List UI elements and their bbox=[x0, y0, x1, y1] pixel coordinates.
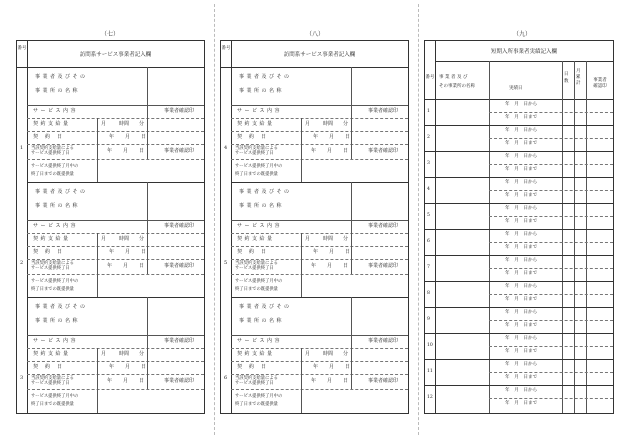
section-8-heading: （八） bbox=[305, 31, 324, 38]
end-date-label: 当該契約支給量による サービス提供終了日 bbox=[31, 261, 74, 271]
service-label: サービス内容 bbox=[33, 338, 79, 344]
stamp-label: 事業者確認印 bbox=[368, 223, 399, 229]
unit-hours: 時間 bbox=[119, 236, 130, 242]
row-number: 3 bbox=[427, 161, 430, 166]
unit-month: 月 bbox=[125, 134, 131, 140]
provider-name-label: 事業者及びその bbox=[239, 304, 292, 310]
provider-name-label: 事業所の名称 bbox=[35, 318, 81, 324]
unit-year: 年 bbox=[313, 364, 319, 370]
section-7-heading: （七） bbox=[100, 31, 119, 38]
section-9-actual-days-header: 実績日 bbox=[509, 86, 523, 91]
section-9-stamp-header: 事業者 確認印 bbox=[593, 78, 607, 89]
service-label: サービス内容 bbox=[237, 338, 283, 344]
section-9-row bbox=[425, 99, 613, 126]
row-number: 12 bbox=[427, 395, 433, 400]
stamp-label: 事業者確認印 bbox=[164, 263, 195, 269]
date-to: 年 月 日まで bbox=[505, 297, 538, 302]
date-from: 年 月 日から bbox=[505, 310, 538, 315]
section-9-row bbox=[425, 151, 613, 178]
entry-block bbox=[27, 297, 204, 413]
section-9-row bbox=[425, 307, 613, 334]
date-from: 年 月 日から bbox=[505, 362, 538, 367]
end-date-label: 当該契約支給量による サービス提供終了日 bbox=[235, 376, 278, 386]
unit-month: 月 bbox=[123, 378, 129, 384]
unit-month: 月 bbox=[101, 236, 107, 242]
section-9-title: 短期入所事業者実績記入欄 bbox=[435, 41, 613, 62]
date-from: 年 月 日から bbox=[505, 180, 538, 185]
provider-name-label: 事業所の名称 bbox=[35, 88, 81, 94]
number-header: 番号 bbox=[17, 41, 28, 67]
date-from: 年 月 日から bbox=[505, 388, 538, 393]
row-number: 2 bbox=[427, 135, 430, 140]
provider-name-label: 事業所の名称 bbox=[239, 318, 285, 324]
service-label: サービス内容 bbox=[33, 223, 79, 229]
block-number: 1 bbox=[20, 145, 24, 151]
unit-year: 年 bbox=[109, 134, 115, 140]
contract-date-label: 契約日 bbox=[33, 364, 70, 370]
unit-year: 年 bbox=[109, 364, 115, 370]
unit-hours: 時間 bbox=[323, 236, 334, 242]
date-to: 年 月 日まで bbox=[505, 401, 538, 406]
unit-day: 日 bbox=[343, 378, 349, 384]
row-number: 1 bbox=[427, 109, 430, 114]
date-to: 年 月 日まで bbox=[505, 349, 538, 354]
unit-month: 月 bbox=[305, 236, 311, 242]
contract-date-label: 契約日 bbox=[33, 134, 70, 140]
service-label: サービス内容 bbox=[33, 108, 79, 114]
unit-day: 日 bbox=[141, 249, 147, 255]
section-9-row bbox=[425, 333, 613, 360]
section-9-monthly-total-header: 月累 計 bbox=[576, 69, 581, 86]
contract-date-label: 契約日 bbox=[33, 249, 70, 255]
date-to: 年 月 日まで bbox=[505, 167, 538, 172]
provider-name-label: 事業所の名称 bbox=[239, 88, 285, 94]
provider-name-label: 事業者及びその bbox=[35, 304, 88, 310]
date-from: 年 月 日から bbox=[505, 128, 538, 133]
section-9-row bbox=[425, 203, 613, 230]
section-separator bbox=[214, 4, 215, 435]
unit-day: 日 bbox=[139, 263, 145, 269]
unit-year: 年 bbox=[311, 148, 317, 154]
entry-block bbox=[27, 182, 204, 298]
number-header: 番号 bbox=[221, 41, 232, 67]
stamp-label: 事業者確認印 bbox=[368, 108, 399, 114]
section-9-provider-header: 事業者及び その事業所の名称 bbox=[439, 75, 475, 89]
contract-date-label: 契約日 bbox=[237, 134, 274, 140]
end-date-label: 当該契約支給量による サービス提供終了日 bbox=[235, 261, 278, 271]
unit-minutes: 分 bbox=[139, 121, 145, 127]
unit-day: 日 bbox=[345, 134, 351, 140]
entry-block bbox=[231, 297, 408, 413]
provided-amount-label: サービス提供終了月中の 終了日までの既提供量 bbox=[235, 279, 283, 292]
section-9-days-header: 日数 bbox=[564, 72, 569, 84]
stamp-label: 事業者確認印 bbox=[164, 378, 195, 384]
provided-amount-label: サービス提供終了月中の 終了日までの既提供量 bbox=[31, 164, 79, 177]
section-7-title: 訪問系サービス事業者記入欄 bbox=[79, 52, 152, 58]
unit-month: 月 bbox=[123, 263, 129, 269]
row-number: 11 bbox=[427, 369, 433, 374]
unit-month: 月 bbox=[123, 148, 129, 154]
section-9-row bbox=[425, 281, 613, 308]
number-header: 番号 bbox=[425, 41, 436, 99]
unit-hours: 時間 bbox=[323, 121, 334, 127]
unit-year: 年 bbox=[107, 263, 113, 269]
unit-minutes: 分 bbox=[139, 351, 145, 357]
provider-name-label: 事業所の名称 bbox=[239, 203, 285, 209]
section-9-row bbox=[425, 385, 613, 411]
section-9-row bbox=[425, 359, 613, 386]
entry-block bbox=[27, 67, 204, 183]
date-to: 年 月 日まで bbox=[505, 375, 538, 380]
block-number: 5 bbox=[224, 260, 228, 266]
end-date-label: 当該契約支給量による サービス提供終了日 bbox=[31, 146, 74, 156]
date-from: 年 月 日から bbox=[505, 284, 538, 289]
unit-hours: 時間 bbox=[119, 351, 130, 357]
date-to: 年 月 日まで bbox=[505, 193, 538, 198]
row-number: 4 bbox=[427, 187, 430, 192]
unit-month: 月 bbox=[125, 249, 131, 255]
amount-label: 契約支給量 bbox=[237, 121, 275, 127]
end-date-label: 当該契約支給量による サービス提供終了日 bbox=[235, 146, 278, 156]
block-number: 2 bbox=[20, 260, 24, 266]
unit-month: 月 bbox=[327, 378, 333, 384]
unit-minutes: 分 bbox=[139, 236, 145, 242]
amount-label: 契約支給量 bbox=[33, 351, 71, 357]
provider-name-label: 事業者及びその bbox=[239, 74, 292, 80]
stamp-label: 事業者確認印 bbox=[164, 338, 195, 344]
unit-minutes: 分 bbox=[343, 121, 349, 127]
unit-hours: 時間 bbox=[119, 121, 130, 127]
section-separator bbox=[418, 4, 419, 435]
section-9-heading: （九） bbox=[512, 31, 531, 38]
unit-day: 日 bbox=[139, 148, 145, 154]
stamp-label: 事業者確認印 bbox=[164, 148, 195, 154]
date-to: 年 月 日まで bbox=[505, 323, 538, 328]
provider-name-label: 事業所の名称 bbox=[35, 203, 81, 209]
unit-year: 年 bbox=[109, 249, 115, 255]
unit-month: 月 bbox=[101, 351, 107, 357]
unit-day: 日 bbox=[141, 134, 147, 140]
provided-amount-label: サービス提供終了月中の 終了日までの既提供量 bbox=[235, 394, 283, 407]
unit-year: 年 bbox=[313, 134, 319, 140]
unit-month: 月 bbox=[305, 121, 311, 127]
entry-block bbox=[231, 67, 408, 183]
provider-name-label: 事業者及びその bbox=[35, 74, 88, 80]
unit-year: 年 bbox=[313, 249, 319, 255]
stamp-label: 事業者確認印 bbox=[368, 148, 399, 154]
unit-month: 月 bbox=[305, 351, 311, 357]
row-number: 6 bbox=[427, 239, 430, 244]
contract-date-label: 契約日 bbox=[237, 364, 274, 370]
unit-day: 日 bbox=[345, 364, 351, 370]
section-9-row bbox=[425, 229, 613, 256]
unit-month: 月 bbox=[327, 263, 333, 269]
unit-month: 月 bbox=[329, 134, 335, 140]
amount-label: 契約支給量 bbox=[33, 236, 71, 242]
date-from: 年 月 日から bbox=[505, 154, 538, 159]
unit-day: 日 bbox=[343, 263, 349, 269]
date-from: 年 月 日から bbox=[505, 206, 538, 211]
stamp-label: 事業者確認印 bbox=[368, 263, 399, 269]
row-number: 5 bbox=[427, 213, 430, 218]
row-number: 7 bbox=[427, 265, 430, 270]
provided-amount-label: サービス提供終了月中の 終了日までの既提供量 bbox=[31, 394, 79, 407]
date-to: 年 月 日まで bbox=[505, 115, 538, 120]
row-number: 8 bbox=[427, 291, 430, 296]
row-number: 10 bbox=[427, 343, 433, 348]
unit-month: 月 bbox=[101, 121, 107, 127]
provided-amount-label: サービス提供終了月中の 終了日までの既提供量 bbox=[31, 279, 79, 292]
contract-date-label: 契約日 bbox=[237, 249, 274, 255]
date-to: 年 月 日まで bbox=[505, 245, 538, 250]
provider-name-label: 事業者及びその bbox=[35, 189, 88, 195]
entry-block bbox=[231, 182, 408, 298]
section-8-title: 訪問系サービス事業者記入欄 bbox=[283, 52, 356, 58]
date-to: 年 月 日まで bbox=[505, 271, 538, 276]
section-9-table bbox=[424, 40, 614, 414]
unit-year: 年 bbox=[107, 148, 113, 154]
provided-amount-label: サービス提供終了月中の 終了日までの既提供量 bbox=[235, 164, 283, 177]
unit-day: 日 bbox=[343, 148, 349, 154]
date-from: 年 月 日から bbox=[505, 258, 538, 263]
unit-minutes: 分 bbox=[343, 236, 349, 242]
unit-year: 年 bbox=[107, 378, 113, 384]
unit-month: 月 bbox=[329, 249, 335, 255]
service-label: サービス内容 bbox=[237, 223, 283, 229]
stamp-label: 事業者確認印 bbox=[368, 378, 399, 384]
amount-label: 契約支給量 bbox=[237, 351, 275, 357]
amount-label: 契約支給量 bbox=[237, 236, 275, 242]
unit-year: 年 bbox=[311, 263, 317, 269]
date-to: 年 月 日まで bbox=[505, 219, 538, 224]
row-number: 9 bbox=[427, 317, 430, 322]
section-7-table bbox=[16, 40, 205, 414]
unit-month: 月 bbox=[329, 364, 335, 370]
stamp-label: 事業者確認印 bbox=[164, 108, 195, 114]
date-from: 年 月 日から bbox=[505, 102, 538, 107]
unit-month: 月 bbox=[327, 148, 333, 154]
block-number: 6 bbox=[224, 375, 228, 381]
service-label: サービス内容 bbox=[237, 108, 283, 114]
end-date-label: 当該契約支給量による サービス提供終了日 bbox=[31, 376, 74, 386]
unit-hours: 時間 bbox=[323, 351, 334, 357]
section-8-table bbox=[220, 40, 409, 414]
date-to: 年 月 日まで bbox=[505, 141, 538, 146]
provider-name-label: 事業者及びその bbox=[239, 189, 292, 195]
unit-month: 月 bbox=[125, 364, 131, 370]
unit-day: 日 bbox=[141, 364, 147, 370]
date-from: 年 月 日から bbox=[505, 336, 538, 341]
unit-day: 日 bbox=[345, 249, 351, 255]
unit-year: 年 bbox=[311, 378, 317, 384]
section-9-row bbox=[425, 255, 613, 282]
stamp-label: 事業者確認印 bbox=[368, 338, 399, 344]
date-from: 年 月 日から bbox=[505, 232, 538, 237]
unit-day: 日 bbox=[139, 378, 145, 384]
section-9-row bbox=[425, 177, 613, 204]
block-number: 3 bbox=[20, 375, 24, 381]
block-number: 4 bbox=[224, 145, 228, 151]
section-9-row bbox=[425, 125, 613, 152]
stamp-label: 事業者確認印 bbox=[164, 223, 195, 229]
unit-minutes: 分 bbox=[343, 351, 349, 357]
amount-label: 契約支給量 bbox=[33, 121, 71, 127]
